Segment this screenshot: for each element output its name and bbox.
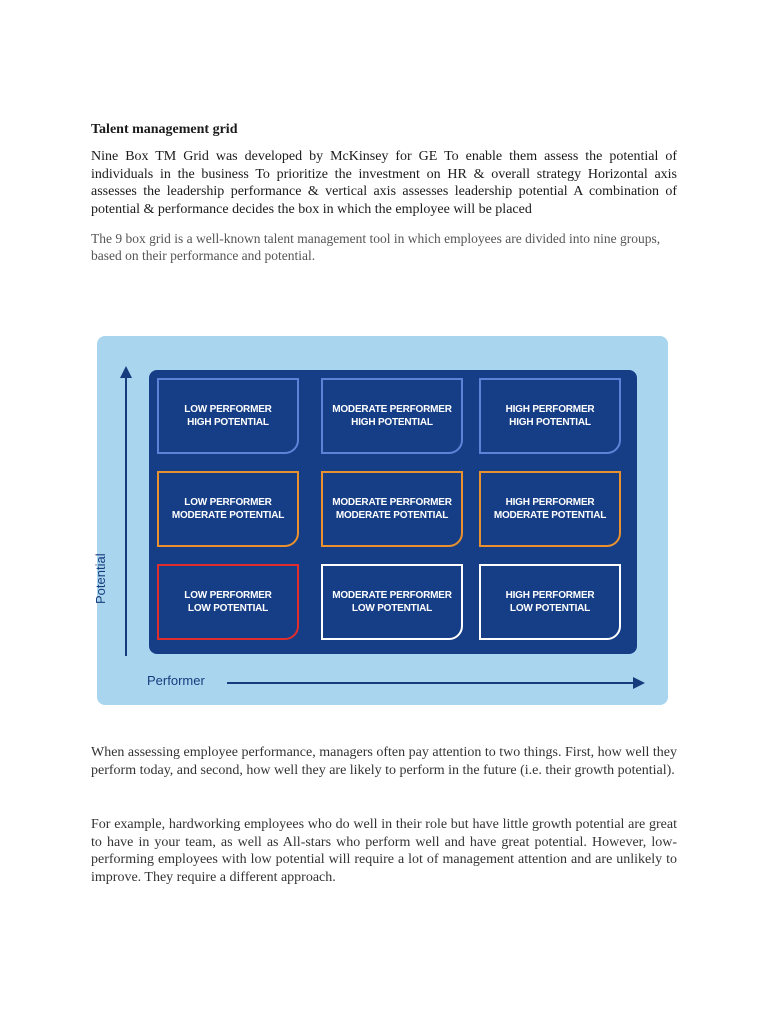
page-heading: Talent management grid [91,122,238,137]
cell-line-potential: MODERATE POTENTIAL [171,510,285,521]
example-paragraph: For example, hardworking employees who do well in their role but have little growth potential are great to have in your team, as well as All-stars who perform well and have great potential. However, low-performing employees with low potential will require a lot of management attention and are unlikely to improve. They require a different approach. [91,817,677,885]
assessment-paragraph: When assessing employee performance, managers often pay attention to two things. First, how well they perform today, and second, how well they are likely to perform in the future (i.e. their growth potential). [91,745,677,778]
grid-cell-low-performer-low-potential [157,564,299,640]
cell-line-performer: LOW PERFORMER [184,590,272,601]
cell-line-performer: MODERATE PERFORMER [332,590,452,601]
x-axis-label: Performer [147,673,205,688]
cell-line-performer: LOW PERFORMER [184,497,272,508]
cell-line-potential: MODERATE POTENTIAL [493,510,607,521]
cell-line-performer: HIGH PERFORMER [505,497,595,508]
x-axis-arrow-icon [633,677,645,689]
grid-panel [149,370,637,654]
cell-line-potential: LOW POTENTIAL [509,603,591,614]
cell-line-performer: LOW PERFORMER [184,404,272,415]
grid-cell-moderate-performer-high-potential [321,378,463,454]
x-axis-line [227,682,635,684]
y-axis-label: Potential [93,553,108,604]
cell-line-potential: HIGH POTENTIAL [351,417,433,428]
cell-line-potential: HIGH POTENTIAL [509,417,591,428]
grid-cell-moderate-performer-moderate-potential [321,471,463,547]
grid-cell-low-performer-high-potential [157,378,299,454]
cell-line-performer: MODERATE PERFORMER [332,404,452,415]
grid-cell-high-performer-moderate-potential [479,471,621,547]
y-axis-line [125,376,127,656]
definition-paragraph: The 9 box grid is a well-known talent management tool in which employees are divided into nine groups, based on their performance and potential. [91,231,661,263]
grid-cell-low-performer-moderate-potential [157,471,299,547]
nine-box-grid-figure [93,336,668,705]
grid-cell-moderate-performer-low-potential [321,564,463,640]
cell-line-performer: MODERATE PERFORMER [332,497,452,508]
cell-line-performer: HIGH PERFORMER [505,590,595,601]
cell-line-potential: MODERATE POTENTIAL [335,510,449,521]
grid-cell-high-performer-low-potential [479,564,621,640]
cell-line-potential: HIGH POTENTIAL [187,417,269,428]
grid-cell-high-performer-high-potential [479,378,621,454]
intro-paragraph: Nine Box TM Grid was developed by McKinsey for GE To enable them assess the potential of individuals in the business To prioritize the investment on HR & overall strategy Horizontal axis assesses the leadership performance & vertical axis assesses leadership potential A combination of potential & performance decides the box in which the employee will be placed [91,149,677,217]
cell-line-performer: HIGH PERFORMER [505,404,595,415]
cell-line-potential: LOW POTENTIAL [351,603,433,614]
cell-line-potential: LOW POTENTIAL [187,603,269,614]
